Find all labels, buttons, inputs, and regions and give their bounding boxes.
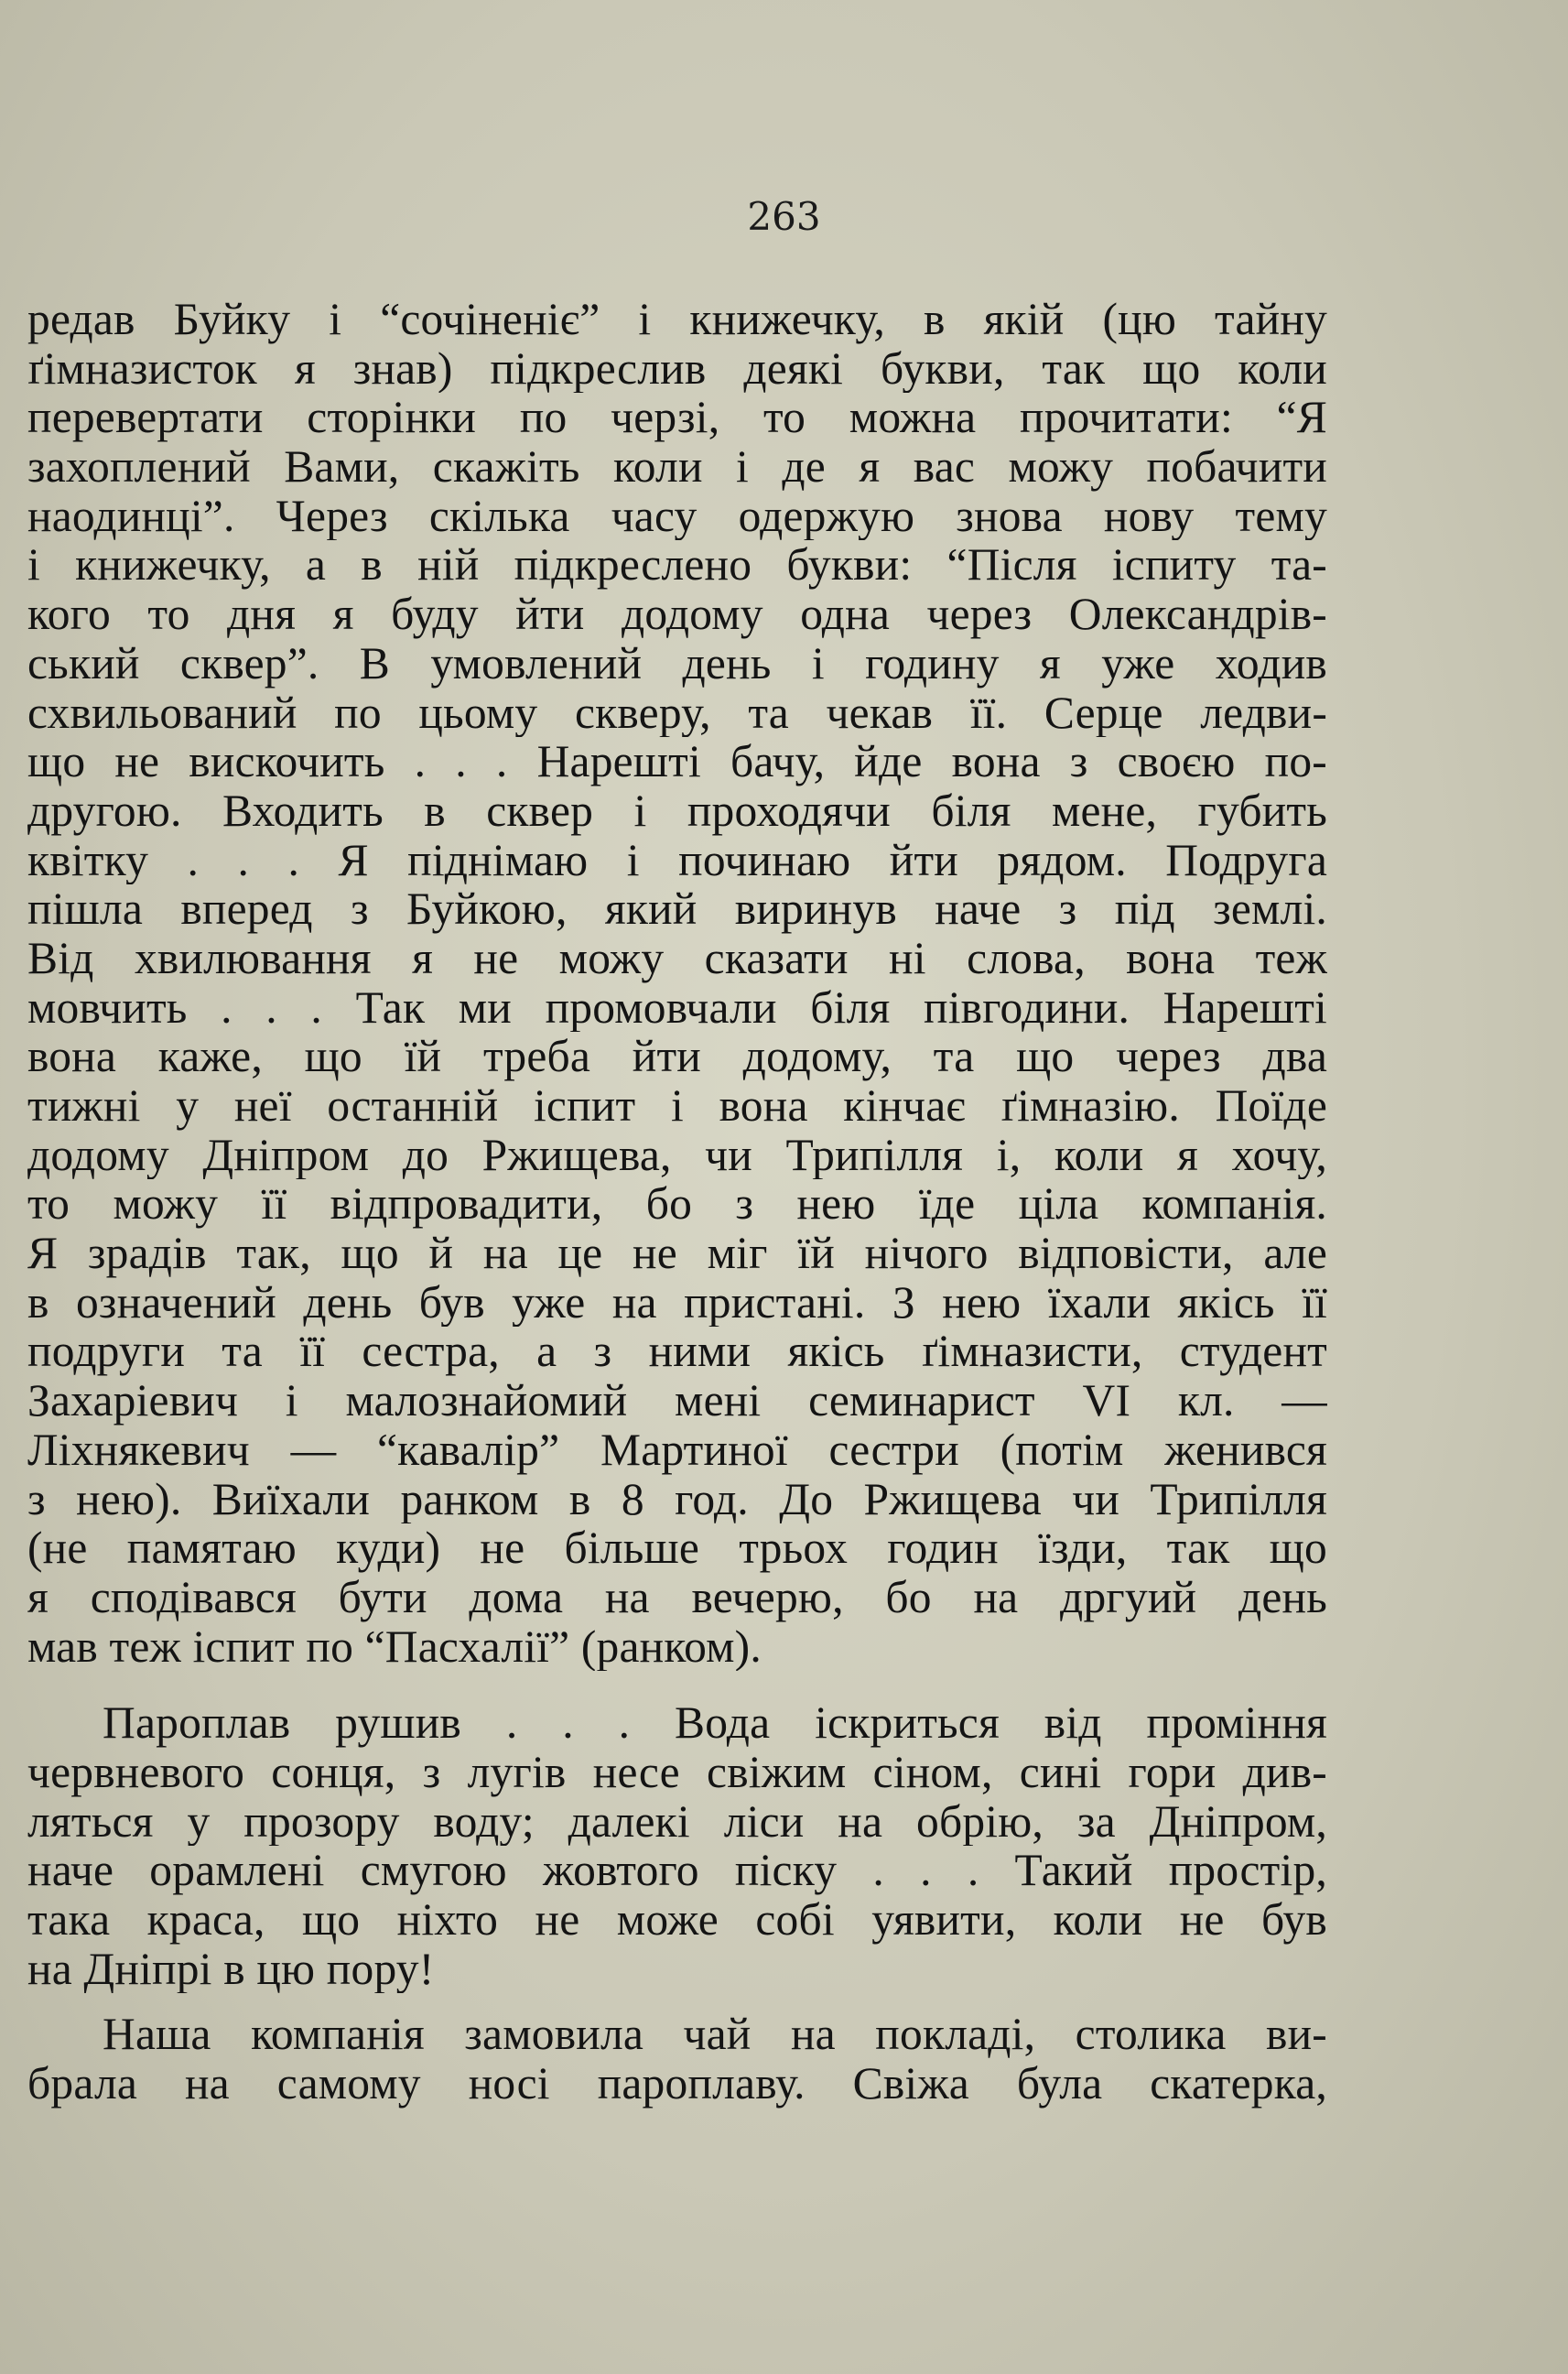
text-line: брала на самому носі пароплаву. Свіжа була скатерка, bbox=[27, 2059, 1327, 2108]
text-line: Наша компанія замовила чай на покладі, столика ви- bbox=[103, 2010, 1327, 2060]
text-line: ляться у прозору воду; далекі ліси на обрію, за Дніпром, bbox=[27, 1796, 1327, 1847]
text-line: кого то дня я буду йти додому одна через Олександрів- bbox=[27, 590, 1327, 639]
text-line: в означений день був уже на пристані. З нею їхали якісь її bbox=[27, 1277, 1327, 1328]
page-number: 263 bbox=[747, 194, 821, 239]
text-line: мав теж іспит по “Пасхалії” (ранком). bbox=[27, 1621, 762, 1672]
paragraph-gap bbox=[27, 1671, 1327, 1698]
text-line: схвильований по цьому скверу, та чекав її. Серце ледви- bbox=[27, 688, 1327, 738]
text-line: така краса, що ніхто не може собі уявити, коли не був bbox=[27, 1895, 1327, 1945]
text-line: захоплений Вами, скажіть коли і де я вас можу побачити bbox=[27, 442, 1327, 492]
text-line: я сподівався бути дома на вечерю, бо на дргуий день bbox=[27, 1572, 1327, 1622]
text-line: додому Дніпром до Ржищева, чи Трипілля і, коли я хочу, bbox=[27, 1130, 1327, 1180]
paragraph-3 bbox=[27, 2010, 1327, 2108]
text-line: тижні у неї останній іспит і вона кінчає ґімназію. Поїде bbox=[27, 1081, 1327, 1131]
paragraph-2 bbox=[27, 1698, 1327, 1993]
text-line: червневого сонця, з лугів несе свіжим сіном, сині гори див- bbox=[27, 1747, 1327, 1797]
text-line: на Дніпрі в цю пору! bbox=[27, 1944, 435, 1994]
text-line: мовчить . . . Так ми промовчали біля півгодини. Нарешті bbox=[27, 982, 1327, 1033]
text-line: другою. Входить в сквер і проходячи біля мене, губить bbox=[27, 786, 1327, 836]
text-line: ський сквер”. В умовлений день і годину я уже ходив bbox=[27, 638, 1327, 688]
text-line: що не вискочить . . . Нарешті бачу, йде вона з своєю по- bbox=[27, 737, 1327, 786]
text-line: Пароплав рушив . . . Вода іскриться від проміння bbox=[103, 1698, 1327, 1748]
text-line: вона каже, що їй треба йти додому, та що через два bbox=[27, 1032, 1327, 1081]
text-line: з нею). Виїхали ранком в 8 год. До Ржищева чи Трипілля bbox=[27, 1474, 1327, 1524]
text-line: наодинці”. Через скілька часу одержую знова нову тему bbox=[27, 491, 1327, 541]
paragraph-gap bbox=[27, 1993, 1327, 2010]
body-text bbox=[27, 295, 1327, 2108]
text-line: Від хвилювання я не можу сказати ні слова, вона теж bbox=[27, 933, 1327, 983]
text-line: Захаріевич і малознайомий мені семинарист VI кл. — bbox=[27, 1376, 1327, 1425]
text-line: редав Буйку і “сочіненіє” і книжечку, в якій (цю тайну bbox=[27, 295, 1327, 344]
text-line: Я зрадів так, що й на це не міг їй нічого відповісти, але bbox=[27, 1229, 1327, 1278]
text-line: наче орамлені смугою жовтого піску . . . Такий простір, bbox=[27, 1846, 1327, 1895]
text-line: квітку . . . Я піднімаю і починаю йти рядом. Подруга bbox=[27, 835, 1327, 885]
text-line: пішла вперед з Буйкою, який виринув наче з під землі. bbox=[27, 884, 1327, 934]
text-line: Ліхнякевич — “кавалір” Мартиної сестри (потім женився bbox=[27, 1425, 1327, 1475]
text-line: і книжечку, а в ній підкреслено букви: “Після іспиту та- bbox=[27, 540, 1327, 591]
text-line: подруги та її сестра, а з ними якісь ґімназисти, студент bbox=[27, 1327, 1327, 1377]
paragraph-1 bbox=[27, 295, 1327, 1671]
text-line: (не памятаю куди) не більше трьох годин їзди, так що bbox=[27, 1523, 1327, 1573]
text-line: то можу її відпровадити, бо з нею їде ціла компанія. bbox=[27, 1179, 1327, 1230]
text-line: перевертати сторінки по черзі, то можна прочитати: “Я bbox=[27, 393, 1327, 443]
text-line: ґімназисток я знав) підкреслив деякі букви, так що коли bbox=[27, 343, 1327, 394]
